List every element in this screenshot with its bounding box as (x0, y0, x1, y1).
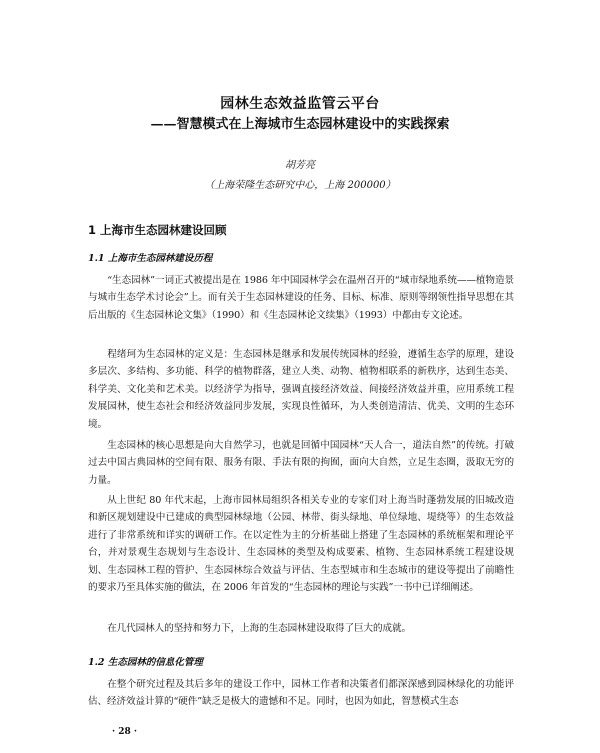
paragraph: “生态园林”一词正式被提出是在 1986 年中国园林学会在温州召开的“城市绿地系统——植物造景与城市生态学术讨论会”上。而有关于生态园林建设的任务、目标、标准、原则等纲领性指导思想在其后出版的《生态园林论文集》（1990）和《生态园林论文续集》（1993）中都由专文论述。 (88, 275, 514, 321)
paper-title: 园林生态效益监管云平台 (220, 96, 380, 112)
page-number: · 28 · (112, 727, 138, 737)
paragraph: 生态园林的核心思想是向大自然学习，也就是回循中国园林“天人合一，道法自然”的传统。打破过去中国古典园林的空间有限、服务有限、手法有限的拘囿，面向大自然，立足生态圈，汲取无穷的力量。 (88, 440, 514, 486)
section-1-heading: 1 上海市生态园林建设回顾 (88, 223, 227, 237)
paper-subtitle: ——智慧模式在上海城市生态园林建设中的实践探索 (150, 117, 450, 132)
subsection-1-1-heading: 1.1 上海市生态园林建设历程 (88, 253, 213, 264)
author-name: 胡芳亮 (285, 160, 315, 171)
paragraph: 从上世纪 80 年代末起，上海市园林局组织各相关专业的专家们对上海当时蓬勃发展的旧城改造和新区规划建设中已建成的典型园林绿地（公园、林带、街头绿地、单位绿地、堤绕等）的生态效益进行了非常系统和详实的调研工作。在以定性为主的分析基础上搭建了生态园林的系统框架和理论平台，并对景观生态规划与生态设计、生态园林的类型及构成要素、植物、生态园林系统工程建设规划、生态园林工程的管护、生态园林综合效益与评估、生态型城市和生态城市的建设等提出了前瞻性的要求乃至具体实施的做法，在 2006 年首发的“生态园林的理论与实践”一书中已详细阐述。 (88, 495, 514, 594)
paragraph: 在几代园林人的坚持和努力下，上海的生态园林建设取得了巨大的成就。 (107, 623, 411, 634)
paragraph: 在整个研究过程及其后多年的建设工作中，园林工作者和决策者们都深深感到园林绿化的功能评估、经济效益计算的“硬件”缺乏是极大的遗憾和不足。同时，也因为如此，智慧模式生态 (88, 679, 514, 708)
author-affiliation: （上海荣隆生态研究中心，上海 200000） (204, 180, 396, 191)
paragraph: 程绪珂为生态园林的定义是：生态园林是继承和发展传统园林的经验，遵循生态学的原理，建设多层次、多结构、多功能、科学的植物群落，建立人类、动物、植物相联系的新秩序，达到生态美、科学美、文化美和艺术美。以经济学为指导，强调直接经济效益、间接经济效益并重，应用系统工程发展园林，使生态社会和经济效益同步发展，实现良性循环，为人类创造清洁、优美、文明的生态环境。 (88, 349, 514, 430)
subsection-1-2-heading: 1.2 生态园林的信息化管理 (88, 657, 203, 668)
